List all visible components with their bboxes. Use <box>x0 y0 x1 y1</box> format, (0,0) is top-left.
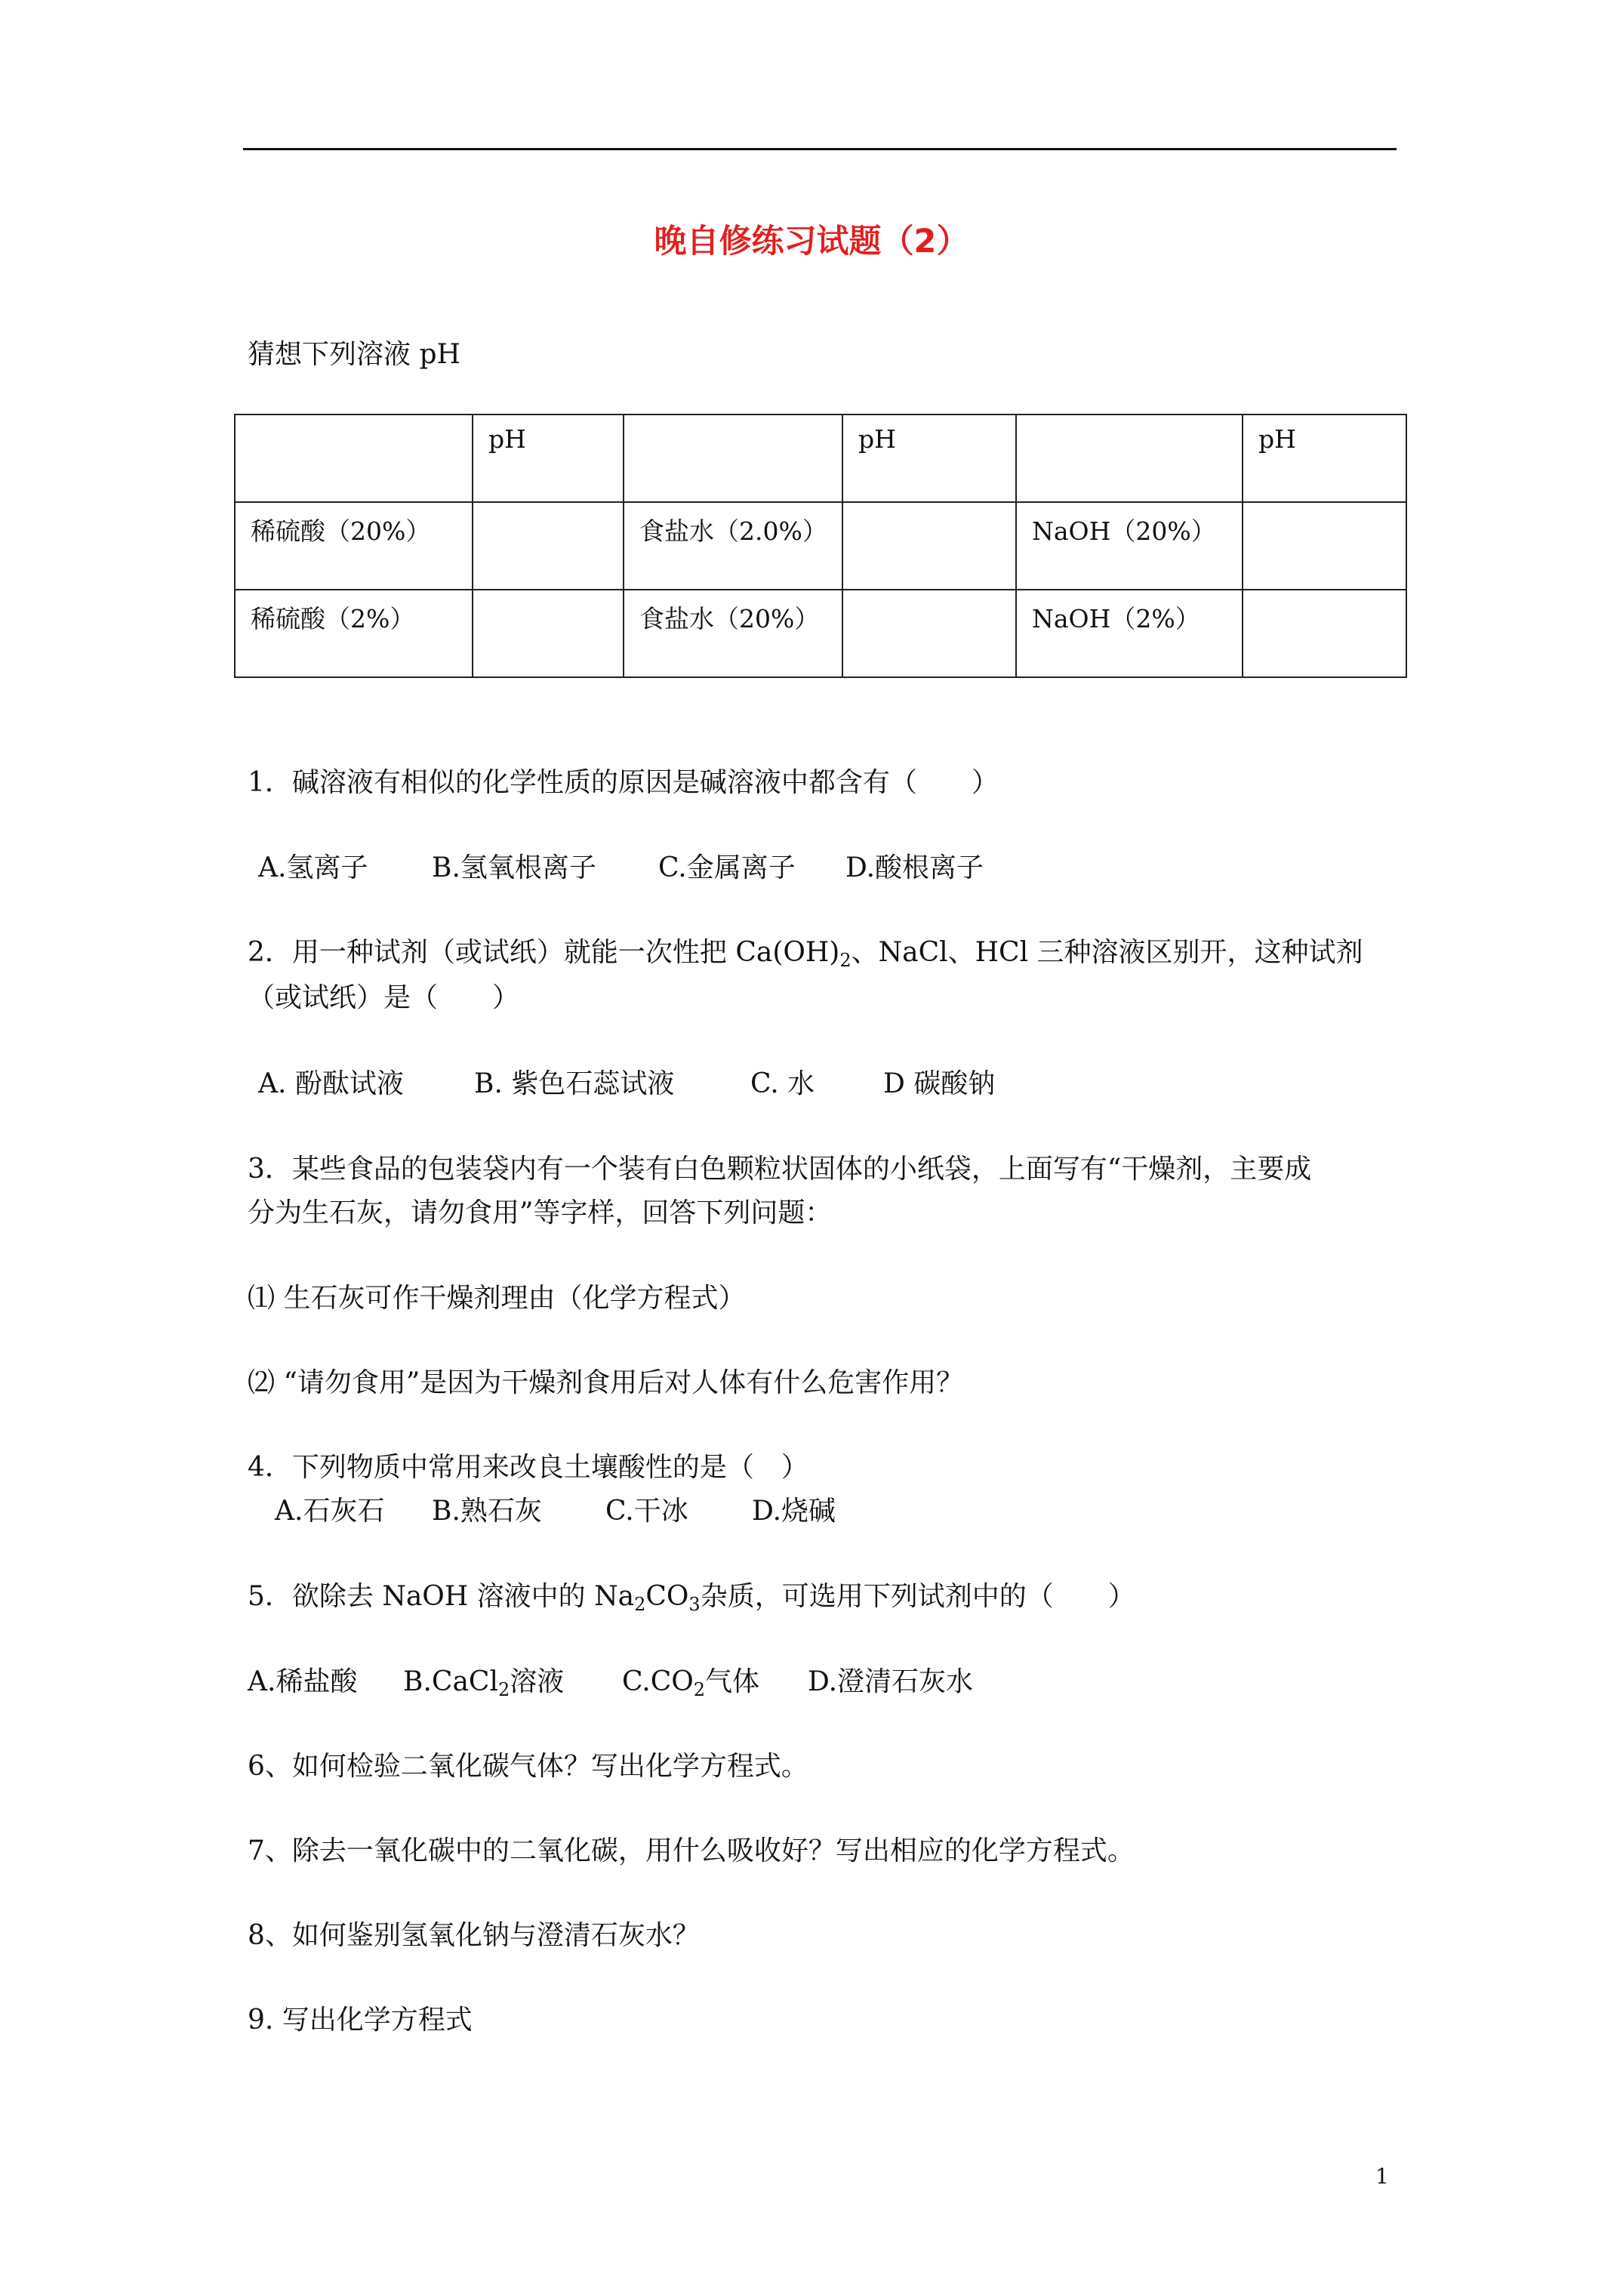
page-title: 晚自修练习试题（2） <box>654 223 969 260</box>
table-cell <box>473 502 624 590</box>
question-2-option-a: A. 酚酞试液 <box>258 1068 404 1099</box>
option-text: B.CaCl <box>403 1666 498 1697</box>
subscript: 2 <box>497 1679 510 1700</box>
question-8: 8、如何鉴别氢氧化钠与澄清石灰水？ <box>248 1920 700 1951</box>
intro-text: 猜想下列溶液 pH <box>248 339 460 370</box>
question-2-option-b: B. 紫色石蕊试液 <box>474 1068 675 1099</box>
question-1-option-a: A.氢离子 <box>258 852 368 883</box>
question-3-sub2: ⑵ “请勿食用”是因为干燥剂食用后对人体有什么危害作用？ <box>248 1367 964 1398</box>
question-2-stem-part: 、NaCl、HCl 三种溶液区别开，这种试剂 <box>851 937 1363 968</box>
table-cell <box>235 415 473 502</box>
question-9: 9. 写出化学方程式 <box>248 2005 473 2036</box>
table-cell: pH <box>473 415 624 502</box>
subscript: 2 <box>634 1594 646 1615</box>
table-cell: 食盐水（2.0%） <box>624 502 842 590</box>
table-cell <box>473 590 624 677</box>
question-5-option-a: A.稀盐酸 <box>248 1666 358 1697</box>
question-5-stem <box>248 1580 1135 1621</box>
ph-table <box>234 414 1407 678</box>
option-text: C.CO <box>622 1666 694 1697</box>
question-7: 7、除去一氧化碳中的二氧化碳，用什么吸收好？写出相应的化学方程式。 <box>248 1835 1135 1866</box>
question-4-option-a: A.石灰石 <box>275 1496 385 1527</box>
table-cell <box>1243 502 1406 590</box>
question-5-option-d: D.澄清石灰水 <box>808 1666 974 1697</box>
table-cell: 稀硫酸（20%） <box>235 502 473 590</box>
question-3-line2: 分为生石灰，请勿食用”等字样，回答下列问题： <box>248 1197 833 1228</box>
question-2-stem <box>248 936 1363 977</box>
question-5-stem-part: CO <box>645 1581 689 1612</box>
question-2-option-d: D 碳酸钠 <box>883 1068 996 1099</box>
question-5-stem-part: 5．欲除去 NaOH 溶液中的 Na <box>248 1581 635 1612</box>
table-cell <box>1016 415 1243 502</box>
table-cell: NaOH（2%） <box>1016 590 1243 677</box>
question-2-stem-part: 2．用一种试剂（或试纸）就能一次性把 Ca(OH) <box>248 937 840 968</box>
question-5-option-b <box>403 1666 564 1706</box>
question-2-option-c: C. 水 <box>750 1068 815 1099</box>
page-number: 1 <box>1375 2164 1389 2189</box>
table-row <box>235 590 1406 677</box>
table-cell: 稀硫酸（2%） <box>235 590 473 677</box>
table-header-row <box>235 415 1406 502</box>
table-cell: pH <box>842 415 1016 502</box>
subscript: 2 <box>693 1679 706 1700</box>
subscript: 2 <box>839 950 852 971</box>
option-text: 气体 <box>705 1666 760 1697</box>
table-row <box>235 502 1406 590</box>
question-4-option-b: B.熟石灰 <box>432 1496 542 1527</box>
question-6: 6、如何检验二氧化碳气体？写出化学方程式。 <box>248 1751 808 1782</box>
question-1-option-c: C.金属离子 <box>658 852 796 883</box>
table-cell <box>842 502 1016 590</box>
subscript: 3 <box>688 1594 701 1615</box>
question-5-stem-part: 杂质，可选用下列试剂中的（ ） <box>700 1581 1135 1612</box>
option-text: 溶液 <box>510 1666 565 1697</box>
table-cell <box>842 590 1016 677</box>
question-3-line1: 3．某些食品的包装袋内有一个装有白色颗粒状固体的小纸袋，上面写有“干燥剂，主要成 <box>248 1154 1312 1185</box>
question-1-stem: 1．碱溶液有相似的化学性质的原因是碱溶液中都含有（ ） <box>248 767 999 798</box>
question-1-option-b: B.氢氧根离子 <box>432 852 596 883</box>
question-4-option-c: C.干冰 <box>605 1496 688 1527</box>
question-4-stem: 4．下列物质中常用来改良土壤酸性的是（ ） <box>248 1452 808 1483</box>
table-cell <box>1243 590 1406 677</box>
question-4-option-d: D.烧碱 <box>752 1496 836 1527</box>
table-cell: NaOH（20%） <box>1016 502 1243 590</box>
table-cell: 食盐水（20%） <box>624 590 842 677</box>
question-3-sub1: ⑴ 生石灰可作干燥剂理由（化学方程式） <box>248 1283 746 1314</box>
table-cell <box>624 415 842 502</box>
header-rule <box>243 148 1397 150</box>
question-2-stem-line2: （或试纸）是（ ） <box>248 982 520 1013</box>
question-1-option-d: D.酸根离子 <box>845 852 984 883</box>
question-5-option-c <box>622 1666 759 1706</box>
table-cell: pH <box>1243 415 1406 502</box>
